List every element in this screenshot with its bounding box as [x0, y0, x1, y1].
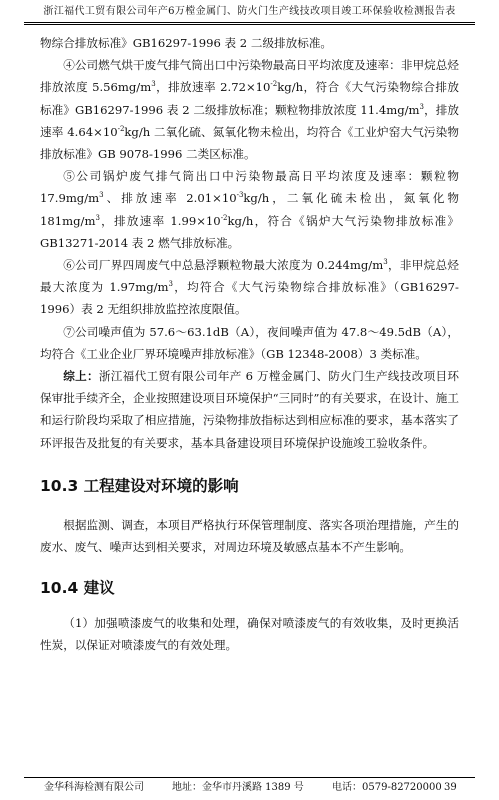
footer-company: 金华科海检测有限公司: [44, 782, 144, 793]
header-rule-thin: [24, 24, 475, 25]
summary-label: 综上：: [63, 369, 99, 384]
page-header: 浙江福代工贸有限公司年产6万樘金属门、防火门生产线技改项目竣工环保验收检测报告表: [43, 6, 456, 17]
paragraph-boundary-air: ⑥公司厂界四周废气中总悬浮颗粒物最大浓度为 $0.244mg/m^3$，非甲烷总烃最大浓度为 $1.97mg/m^3$，均符合《大气污染物综合排放标准》（GB16297-1996）表 2 无组织排放监控浓度限值。: [40, 258, 459, 317]
paragraph-boiler-exhaust: ⑤公司锅炉废气排气筒出口中污染物最高日平均浓度及速率：颗粒物 $17.9mg/m^3$、排放速率 $2.01\times 10^{-3}kg/h$，二氧化硫未检出，氮氧化物 $181mg/m^3$，排放速率 $1.99\times 10^{-2}kg/h$，符合《锅炉大气污染物排放标准》GB13271-2014 表 2 燃气排放标准。: [40, 169, 459, 250]
page-footer: [44, 780, 459, 796]
section-heading-10-4: 10.4 建议: [40, 579, 115, 598]
paragraph-summary: 综上：浙江福代工贸有限公司年产 6 万樘金属门、防火门生产线技改项目环保审批手续齐全，企业按照建设项目环境保护“三同时”的有关要求，在设计、施工和运行阶段均采取了相应措施，污染物排放指标达到相应标准的要求，基本落实了环评报告及批复的有关要求，基本具备建设项目环境保护设施竣工验收条件。: [40, 369, 459, 450]
section-heading-10-3: 10.3 工程建设对环境的影响: [40, 476, 239, 495]
footer-rule: [24, 777, 475, 778]
header-rule: [24, 22, 475, 23]
footer-phone: 电话：0579-82720000: [332, 782, 442, 793]
report-body: [40, 32, 459, 657]
paragraph-suggestion: （1）加强喷漆废气的收集和处理，确保对喷漆废气的有效收集，及时更换活性炭，以保证对喷漆废气的有效处理。: [40, 616, 459, 653]
paragraph-environment-impact: 根据监测、调查，本项目严格执行环保管理制度、落实各项治理措施，产生的废水、废气、噪声达到相关要求，对周边环境及敏感点基本不产生影响。: [40, 517, 459, 555]
page-number: 39: [444, 782, 457, 793]
paragraph-gas-drying-exhaust: ④公司燃气烘干废气排气筒出口中污染物最高日平均浓度及速率：非甲烷总烃排放浓度 $5.56mg/m^3$，排放速率 $2.72\times 10^{-2}kg/h$，符合《大气污染物综合排放标准》GB16297-1996 表 2 二级排放标准；颗粒物排放浓度 $11.4mg/m^3$，排放速率 $4.64\times 10^{-2}kg/h$ 二氧化硫、氮氧化物未检出，均符合《工业炉窑大气污染物排放标准》GB 9078-1996 二类区标准。: [40, 58, 459, 162]
paragraph-noise: ⑦公司噪声值为 57.6～63.1dB（A），夜间噪声值为 47.8～49.5dB（A），均符合《工业企业厂界环境噪声排放标准》（GB 12348-2008）3 类标准。: [40, 324, 459, 361]
footer-address: 地址：金华市丹溪路 1389 号: [172, 782, 304, 793]
paragraph-continued: 物综合排放标准》GB16297-1996 表 2 二级排放标准。: [40, 36, 333, 50]
